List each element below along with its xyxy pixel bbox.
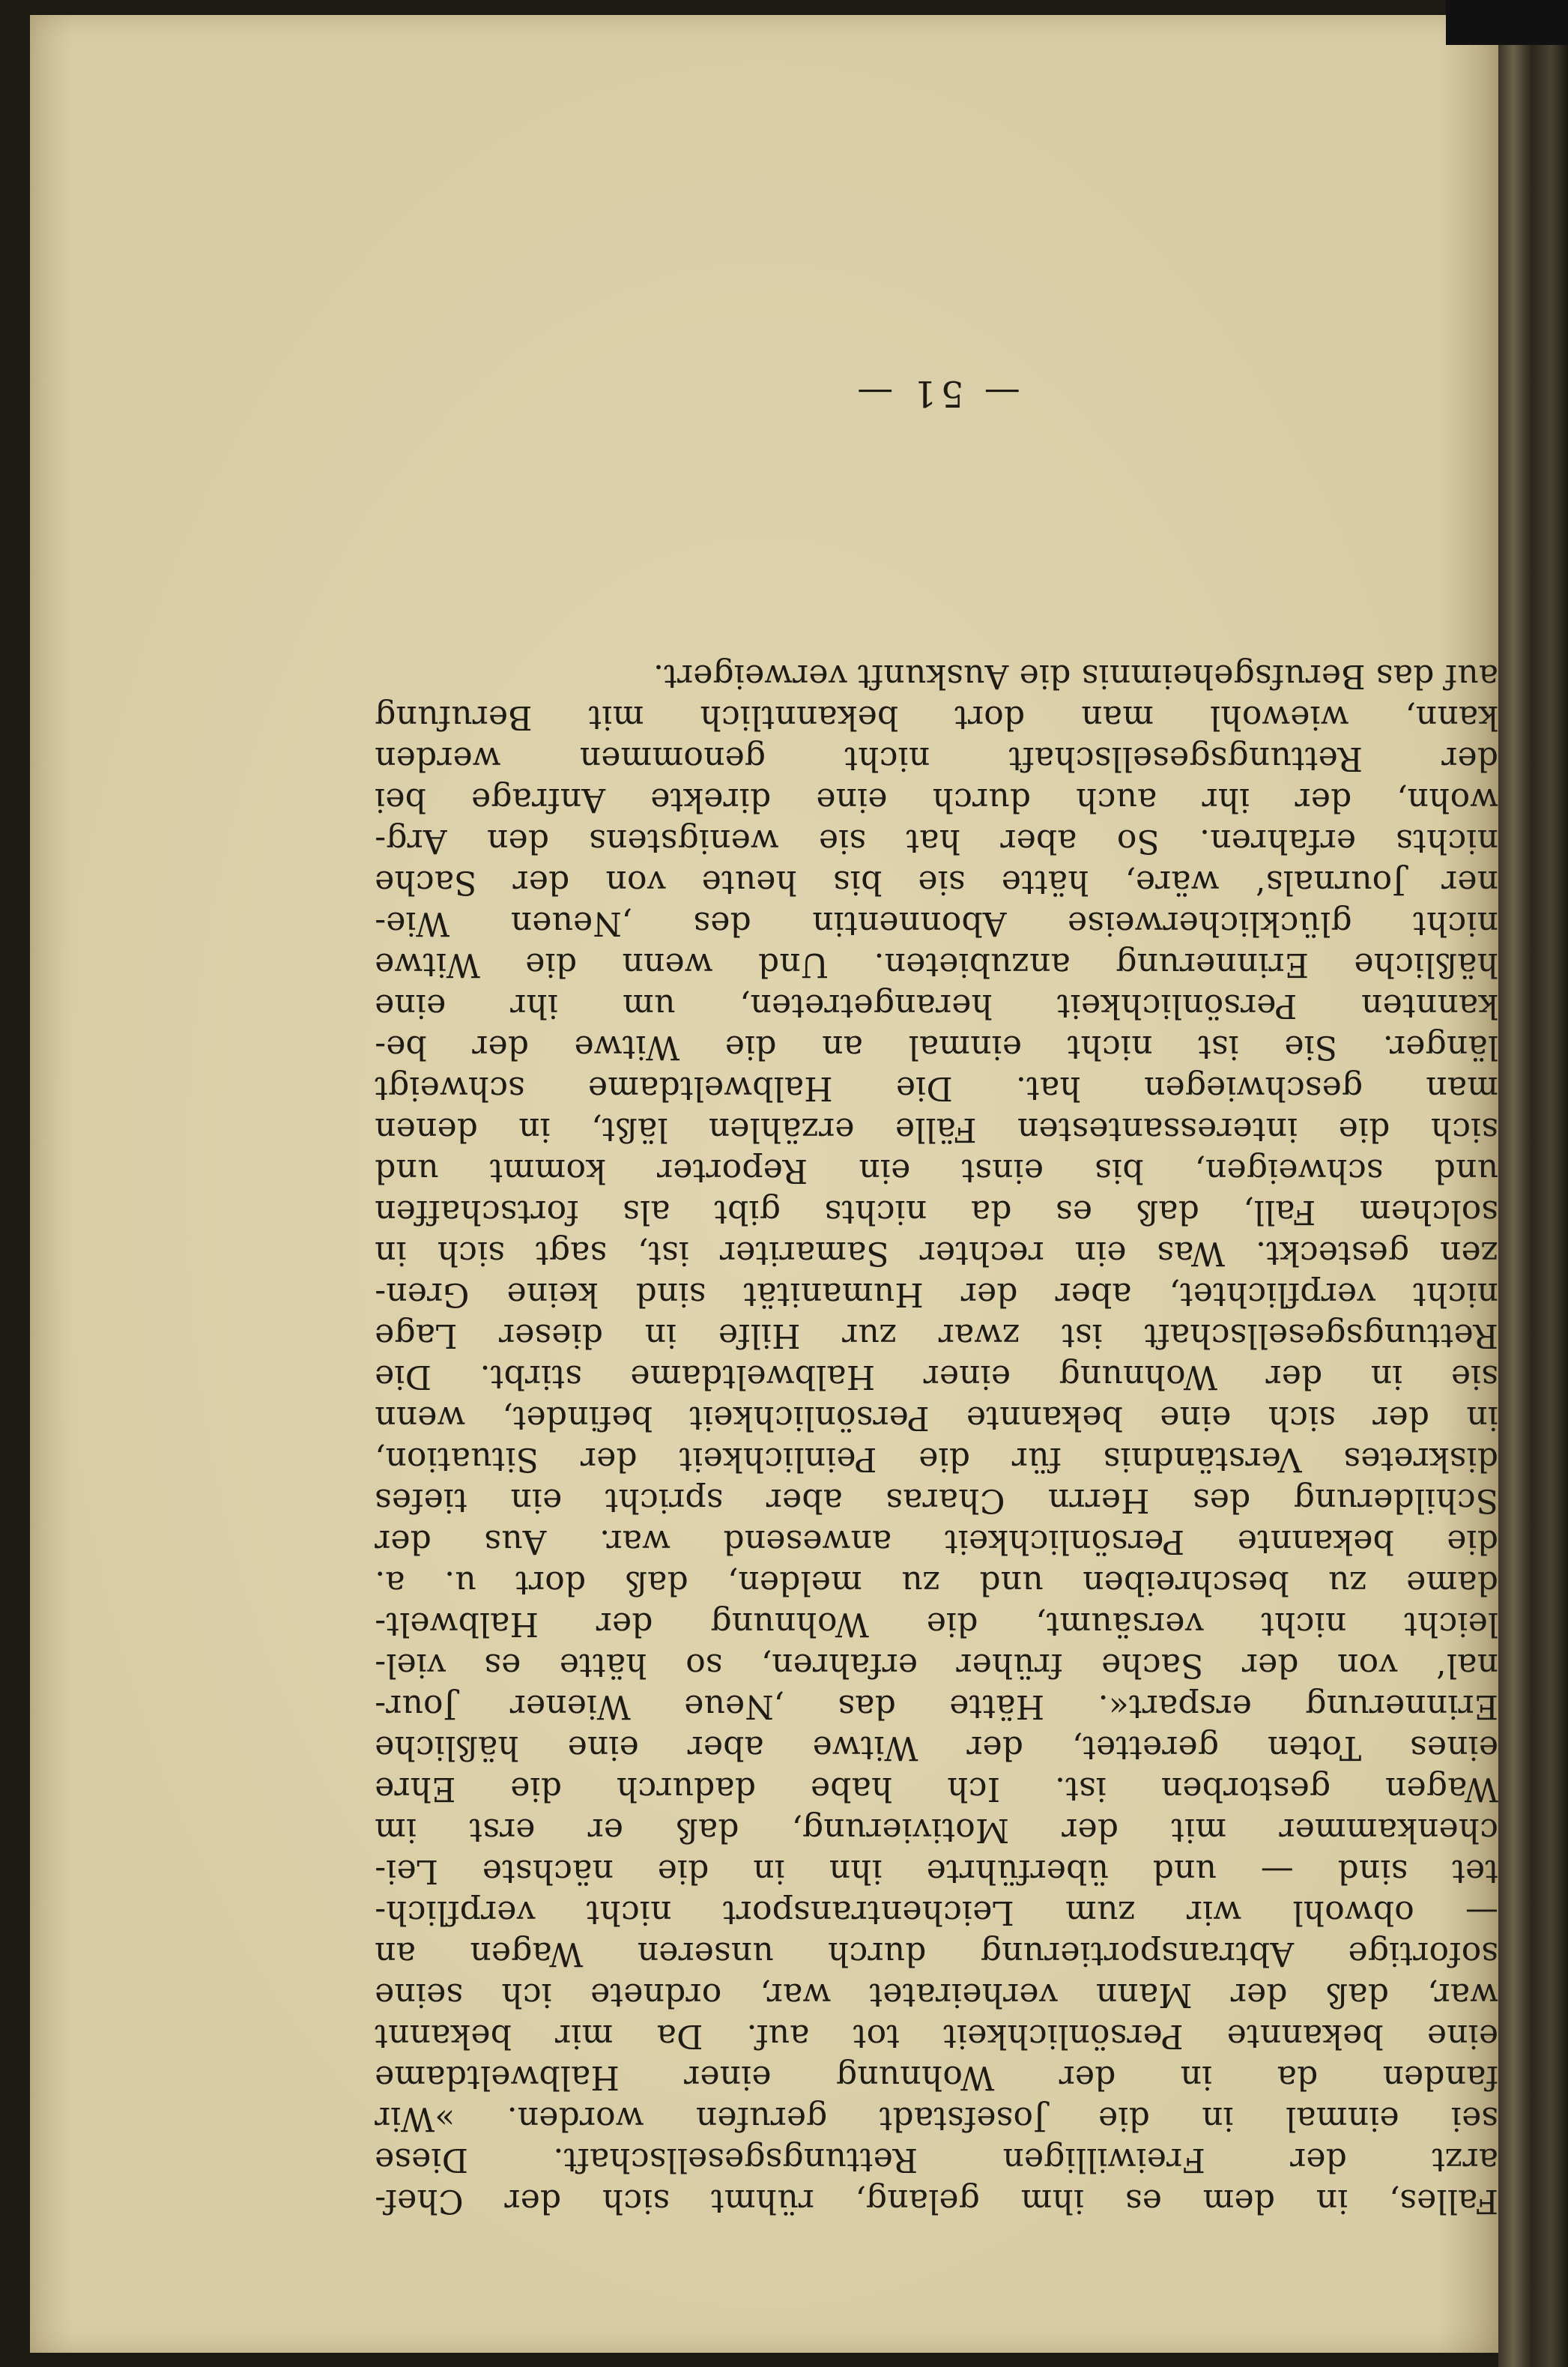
text-line: diskretes Verständnis für die Peinlichkeit der Situation, — [375, 1440, 1498, 1478]
text-line: kann, wiewohl man dort bekanntlich mit Berufung — [375, 698, 1498, 737]
text-line: eine bekannte Persönlichkeit tot auf. Da mir bekannt — [375, 2017, 1498, 2055]
text-line: der Rettungsgesellschaft nicht genommen werden — [375, 740, 1498, 778]
text-line: solchem Fall, daß es da nichts gibt als fortschaffen — [375, 1193, 1498, 1231]
text-line: länger. Sie ist nicht einmal an die Witwe der be- — [375, 1028, 1498, 1066]
upside-down-text-block — [375, 371, 1498, 2222]
text-line: eines Toten gerettet, der Witwe aber eine häßliche — [375, 1729, 1498, 1767]
text-line: dame zu beschreiben und zu melden, daß dort u. a. — [375, 1564, 1498, 1602]
body-text — [375, 656, 1498, 2222]
text-line: ner Journals‘ wäre, hätte sie bis heute von der Sache — [375, 863, 1498, 901]
text-line: in der sich eine bekannte Persönlichkeit befindet, wenn — [375, 1399, 1498, 1437]
text-line: zen gesteckt. Was ein rechter Samariter ist, sagt sich in — [375, 1234, 1498, 1272]
text-line: Falles, in dem es ihm gelang, rühmt sich der Chef- — [375, 2182, 1498, 2220]
text-line: nicht verpflichtet, aber der Humanität sind keine Gren- — [375, 1275, 1498, 1314]
text-line: sich die interessantesten Fälle erzählen läßt, in denen — [375, 1110, 1498, 1149]
text-line: leicht nicht versäumt, die Wohnung der Halbwelt- — [375, 1605, 1498, 1643]
text-line: und schweigen, bis einst ein Reporter kommt und — [375, 1152, 1498, 1190]
text-line: sei einmal in die Josefstadt gerufen worden. »Wir — [375, 2100, 1498, 2138]
text-line: wohn, der ihr auch durch eine direkte Anfrage bei — [375, 781, 1498, 819]
text-line: Wagen gestorben ist. Ich habe dadurch die Ehre — [375, 1770, 1498, 1808]
text-line: war, daß der Mann verheiratet war, ordnete ich seine — [375, 1976, 1498, 2014]
text-line: nicht glücklicherweise Abonnentin des ‚Neuen Wie- — [375, 904, 1498, 943]
text-line: nichts erfahren. So aber hat sie wenigstens den Arg- — [375, 822, 1498, 860]
text-line: sofortige Abtransportierung durch unseren Wagen an — [375, 1935, 1498, 1973]
book-spine-edge — [1498, 0, 1568, 2367]
text-line: auf das Berufsgeheimnis die Auskunft verweigert. — [653, 657, 1498, 695]
page-number: — 51 — — [853, 372, 1020, 414]
text-line: häßliche Erinnerung anzubieten. Und wenn die Witwe — [375, 946, 1498, 984]
text-line: die bekannte Persönlichkeit anwesend war. Aus der — [375, 1523, 1498, 1561]
text-line: chenkammer mit der Motivierung, daß er erst im — [375, 1811, 1498, 1849]
text-line: kannten Persönlichkeit herangetreten, um ihr eine — [375, 987, 1498, 1025]
text-line: — obwohl wir zum Leichentransport nicht verpflich- — [375, 1893, 1498, 1932]
text-line: Erinnerung erspart«. Hätte das ‚Neue Wiener Jour- — [375, 1687, 1498, 1726]
text-line: nal‘ von der Sache früher erfahren, so hätte es viel- — [375, 1646, 1498, 1684]
text-line: sie in der Wohnung einer Halbweltdame stirbt. Die — [375, 1358, 1498, 1396]
text-line: arzt der Freiwilligen Rettungsgesellschaft. Diese — [375, 2141, 1498, 2179]
text-line: Schilderung des Herrn Charas aber spricht ein tiefes — [375, 1481, 1498, 1520]
text-line: tet sind — und überführte ihn in die nächste Lei- — [375, 1852, 1498, 1890]
text-line: fanden da in der Wohnung einer Halbweltdame — [375, 2058, 1498, 2097]
dark-corner — [1446, 0, 1568, 45]
text-line: man geschwiegen hat. Die Halbweltdame schweigt — [375, 1069, 1498, 1107]
text-line: Rettungsgesellschaft ist zwar zur Hilfe in dieser Lage — [375, 1316, 1498, 1355]
